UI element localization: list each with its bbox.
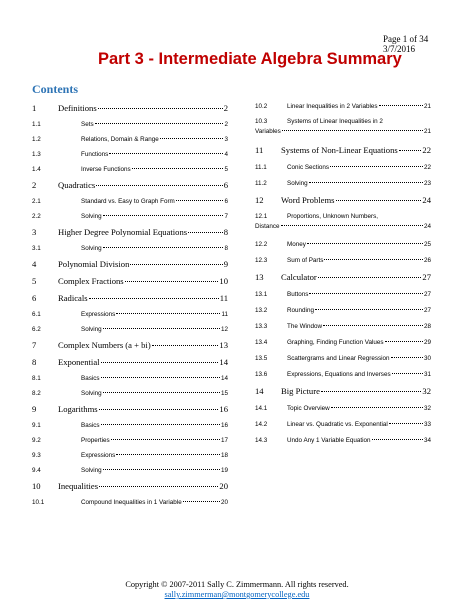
toc-entry-label: Sum of Parts [287,257,324,264]
toc-entry-label: Expressions [81,452,116,459]
toc-leader-dots [389,423,423,424]
toc-entry-page: 21 [423,128,431,135]
toc-entry-page: 19 [220,467,228,474]
toc-entry-label: Linear vs. Quadratic vs. Exponential [287,421,388,428]
toc-entry-number: 14.1 [255,405,268,412]
toc-entry-line [255,212,431,222]
toc-entry-number: 13.3 [255,323,268,330]
toc-leader-dots [330,166,423,167]
toc-entry-page: 32 [423,405,431,412]
toc-section[interactable] [32,227,228,237]
toc-entry-label: Scattergrams and Linear Regression [287,355,390,362]
toc-leader-dots [391,357,423,358]
toc-entry-page: 4 [224,151,228,158]
toc-leader-dots [101,377,220,378]
toc-section[interactable] [32,103,228,113]
copyright-text: Copyright © 2007-2011 Sally C. Zimmermann. All rights reserved. [125,580,349,589]
toc-leader-dots [132,168,224,169]
toc-leader-dots [103,328,220,329]
toc-entry-line [255,117,431,127]
toc-subsection[interactable] [255,307,431,314]
toc-entry-page: 27 [423,307,431,314]
toc-section[interactable] [32,340,228,350]
toc-entry-page: 26 [423,257,431,264]
toc-leader-dots [103,215,224,216]
toc-leader-dots [103,247,224,248]
toc-entry-number: 5 [32,276,37,286]
toc-entry-number: 11 [255,145,264,155]
toc-entry-number: 8 [32,357,37,367]
toc-entry-label: Compound Inequalities in 1 Variable [81,499,182,506]
toc-entry-label: Solving [81,326,102,333]
toc-leader-dots [385,341,423,342]
toc-subsection[interactable] [32,437,228,444]
toc-entry-page: 14 [220,375,228,382]
toc-entry-number: 11.2 [255,180,267,187]
toc-entry-number: 4 [32,259,37,269]
page-footer [0,580,474,600]
toc-entry-label: Rounding [287,307,314,314]
toc-entry-page: 11 [221,311,228,318]
toc-entry-label: Logarithms [58,404,98,414]
toc-entry-number: 1.2 [32,136,41,143]
toc-entry-number: 9.2 [32,437,41,444]
toc-entry-label: Solving [81,467,102,474]
toc-entry-label: Sets [81,121,94,128]
toc-entry-label-cont: Distance [255,223,280,230]
toc-entry-number: 13.1 [255,291,268,298]
toc-section[interactable] [32,481,228,491]
toc-section[interactable] [32,276,228,286]
toc-entry-number: 1.3 [32,151,41,158]
toc-entry-label: Solving [81,390,102,397]
toc-entry-page: 11 [219,293,228,303]
toc-leader-dots [321,391,421,392]
toc-entry[interactable] [255,117,431,137]
toc-entry-label: Word Problems [281,195,335,205]
toc-entry-label: Linear Inequalities in 2 Variables [287,103,378,110]
toc-entry-line [255,127,431,137]
toc-entry-number: 12.2 [255,241,268,248]
toc-subsection[interactable] [255,180,431,187]
toc-leader-dots [109,153,223,154]
toc-leader-dots [309,293,423,294]
toc-entry-page: 21 [423,103,431,110]
toc-entry-page: 20 [219,481,228,491]
toc-entry-label: Complex Fractions [58,276,124,286]
toc-subsection[interactable] [32,499,228,506]
toc-entry-page: 15 [220,390,228,397]
toc-entry-page: 24 [423,223,431,230]
toc-entry-page: 9 [223,259,228,269]
toc-entry-label: Basics [81,375,100,382]
toc-subsection[interactable] [255,437,431,444]
toc-entry-label-cont: Variables [255,128,281,135]
toc-entry-number: 13.4 [255,339,268,346]
toc-entry-number: 1 [32,103,37,113]
toc-section[interactable] [255,386,431,396]
toc-subsection[interactable] [32,245,228,252]
toc-leader-dots [309,182,423,183]
toc-leader-dots [116,313,220,314]
toc-entry-label: Graphing, Finding Function Values [287,339,384,346]
toc-entry-number: 11.1 [255,164,267,171]
toc-entry-page: 10 [219,276,228,286]
toc-entry-label: Conic Sections [287,164,329,171]
toc-entry-number: 12 [255,195,264,205]
toc-entry-page: 31 [423,371,431,378]
document-title: Part 3 - Intermediate Algebra Summary [98,50,402,68]
toc-entry-page: 6 [224,198,228,205]
toc-left-column [32,103,228,506]
toc-leader-dots [125,281,219,282]
toc-entry-label: Standard vs. Easy to Graph Form [81,198,175,205]
toc-subsection[interactable] [255,339,431,346]
toc-subsection[interactable] [32,166,228,173]
toc-subsection[interactable] [255,405,431,412]
toc-leader-dots [130,264,222,265]
toc-leader-dots [101,424,220,425]
contents-heading: Contents [32,82,79,96]
toc-entry-label: Properties [81,437,110,444]
toc-entry-page: 2 [223,103,228,113]
toc-entry-page: 5 [224,166,228,173]
toc-leader-dots [116,454,220,455]
toc-entry-label: Solving [81,245,102,252]
toc-leader-dots [331,407,423,408]
toc-entry-label: Inverse Functions [81,166,131,173]
toc-section[interactable] [32,259,228,269]
toc-section[interactable] [32,293,228,303]
toc-entry-label: Inequalities [58,481,99,491]
toc-leader-dots [336,200,422,201]
toc-subsection[interactable] [32,422,228,429]
toc-leader-dots [315,309,423,310]
toc-subsection[interactable] [255,164,431,171]
toc-entry-label: Higher Degree Polynomial Equations [58,227,188,237]
toc-entry-label: Calculator [281,272,317,282]
toc-subsection[interactable] [255,291,431,298]
toc-leader-dots [281,225,423,226]
toc-leader-dots [399,150,422,151]
toc-leader-dots [183,501,220,502]
toc-entry-number: 14.3 [255,437,268,444]
toc-entry-number: 7 [32,340,37,350]
toc-entry-label: Radicals [58,293,88,303]
toc-section[interactable] [255,272,431,282]
toc-entry-label: Polynomial Division [58,259,130,269]
toc-leader-dots [160,138,224,139]
toc-entry-page: 33 [423,421,431,428]
toc-entry-label: Complex Numbers (a + bi) [58,340,151,350]
toc-entry-number: 9.3 [32,452,41,459]
toc-entry-label: Systems of Non-Linear Equations [281,145,398,155]
toc-leader-dots [89,298,219,299]
toc-entry-page: 23 [423,180,431,187]
toc-leader-dots [95,123,224,124]
toc-entry-number: 10.2 [255,103,268,110]
toc-entry-label: The Window [287,323,322,330]
toc-entry-page: 28 [423,323,431,330]
toc-subsection[interactable] [32,311,228,318]
toc-entry-page: 12 [220,326,228,333]
toc-leader-dots [379,105,423,106]
toc-subsection[interactable] [32,375,228,382]
toc-entry-label: Quadratics [58,180,96,190]
toc-entry-number: 6.1 [32,311,41,318]
toc-subsection[interactable] [255,257,431,264]
toc-leader-dots [98,108,223,109]
toc-entry-page: 22 [423,164,431,171]
toc-entry-number: 6 [32,293,37,303]
toc-entry-number: 8.1 [32,375,41,382]
toc-entry-number: 9.1 [32,422,41,429]
toc-subsection[interactable] [32,151,228,158]
toc-subsection[interactable] [32,390,228,397]
toc-entry-page: 25 [423,241,431,248]
toc-entry-page: 18 [220,452,228,459]
toc-leader-dots [282,130,423,131]
toc-entry-number: 14 [255,386,264,396]
toc-section[interactable] [255,195,431,205]
toc-right-column [255,103,431,444]
toc-entry-page: 34 [423,437,431,444]
toc-entry-label: Money [287,241,306,248]
toc-subsection[interactable] [255,323,431,330]
toc-entry-number: 13.2 [255,307,268,314]
toc-subsection[interactable] [32,136,228,143]
toc-entry-page: 24 [422,195,431,205]
toc-entry-number: 8.2 [32,390,41,397]
toc-subsection[interactable] [255,421,431,428]
toc-entry-label: Proportions, Unknown Numbers, [287,213,378,220]
toc-entry-page: 29 [423,339,431,346]
page-number: Page 1 of 34 [383,34,429,44]
toc-subsection[interactable] [255,355,431,362]
toc-entry-page: 16 [219,404,228,414]
toc-entry-number: 9.4 [32,467,41,474]
toc-entry-number: 10.1 [32,499,45,506]
toc-subsection[interactable] [32,121,228,128]
toc-entry-label: Systems of Linear Inequalities in 2 [287,118,383,125]
toc-leader-dots [188,232,223,233]
toc-entry-number: 12.3 [255,257,268,264]
toc-entry-page: 27 [422,272,431,282]
toc-entry-number: 12.1 [255,213,268,220]
toc-entry-number: 2.1 [32,198,41,205]
toc-entry-page: 30 [423,355,431,362]
toc-entry-page: 16 [220,422,228,429]
toc-subsection[interactable] [255,371,431,378]
toc-leader-dots [96,185,222,186]
toc-entry-number: 3 [32,227,37,237]
toc-subsection[interactable] [32,198,228,205]
toc-leader-dots [324,259,423,260]
toc-leader-dots [111,439,220,440]
toc-entry-page: 20 [220,499,228,506]
toc-entry-label: Solving [81,213,102,220]
toc-entry-number: 13.5 [255,355,268,362]
toc-entry-page: 8 [224,245,228,252]
toc-entry-page: 14 [219,357,228,367]
email-link[interactable]: sally.zimmerman@montgomerycollege.edu [164,590,310,599]
toc-subsection[interactable] [32,467,228,474]
toc-entry-number: 2 [32,180,37,190]
toc-leader-dots [101,362,219,363]
toc-entry-number: 13.6 [255,371,268,378]
toc-subsection[interactable] [255,103,431,110]
toc-subsection[interactable] [32,326,228,333]
toc-entry-number: 14.2 [255,421,268,428]
toc-section[interactable] [32,180,228,190]
toc-leader-dots [103,392,220,393]
toc-entry-page: 17 [220,437,228,444]
toc-entry-number: 10 [32,481,41,491]
toc-entry-label: Definitions [58,103,97,113]
toc-leader-dots [318,277,422,278]
toc-section[interactable] [255,145,431,155]
toc-entry-label: Relations, Domain & Range [81,136,159,143]
toc-entry-label: Exponential [58,357,100,367]
toc-entry-page: 2 [224,121,228,128]
toc-section[interactable] [32,404,228,414]
toc-entry-page: 27 [423,291,431,298]
toc-leader-dots [99,486,218,487]
toc-entry-line [255,222,431,232]
toc-leader-dots [99,409,219,410]
toc-entry-page: 6 [223,180,228,190]
toc-entry[interactable] [255,212,431,232]
toc-entry-number: 9 [32,404,37,414]
toc-leader-dots [176,200,224,201]
toc-section[interactable] [32,357,228,367]
toc-subsection[interactable] [255,241,431,248]
toc-entry-number: 2.2 [32,213,41,220]
toc-entry-label: Basics [81,422,100,429]
toc-subsection[interactable] [32,452,228,459]
toc-entry-label: Big Picture [281,386,320,396]
toc-entry-number: 10.3 [255,118,268,125]
toc-entry-page: 8 [223,227,228,237]
toc-entry-number: 13 [255,272,264,282]
toc-entry-page: 32 [422,386,431,396]
toc-entry-label: Solving [287,180,308,187]
toc-leader-dots [307,243,423,244]
toc-entry-label: Topic Overview [287,405,330,412]
toc-leader-dots [392,373,423,374]
toc-leader-dots [152,345,219,346]
page-date: 3/7/2016 [383,44,416,54]
toc-entry-page: 13 [219,340,228,350]
toc-entry-label: Expressions, Equations and Inverses [287,371,391,378]
toc-entry-label: Expressions [81,311,116,318]
toc-leader-dots [323,325,423,326]
toc-leader-dots [103,469,220,470]
toc-leader-dots [372,439,423,440]
toc-entry-number: 1.1 [32,121,41,128]
toc-entry-label: Functions [81,151,109,158]
toc-entry-number: 6.2 [32,326,41,333]
toc-entry-page: 22 [422,145,431,155]
toc-entry-label: Buttons [287,291,309,298]
toc-entry-number: 3.1 [32,245,41,252]
toc-entry-page: 7 [224,213,228,220]
toc-entry-number: 1.4 [32,166,41,173]
toc-entry-label: Undo Any 1 Variable Equation [287,437,371,444]
toc-entry-page: 3 [224,136,228,143]
toc-subsection[interactable] [32,213,228,220]
